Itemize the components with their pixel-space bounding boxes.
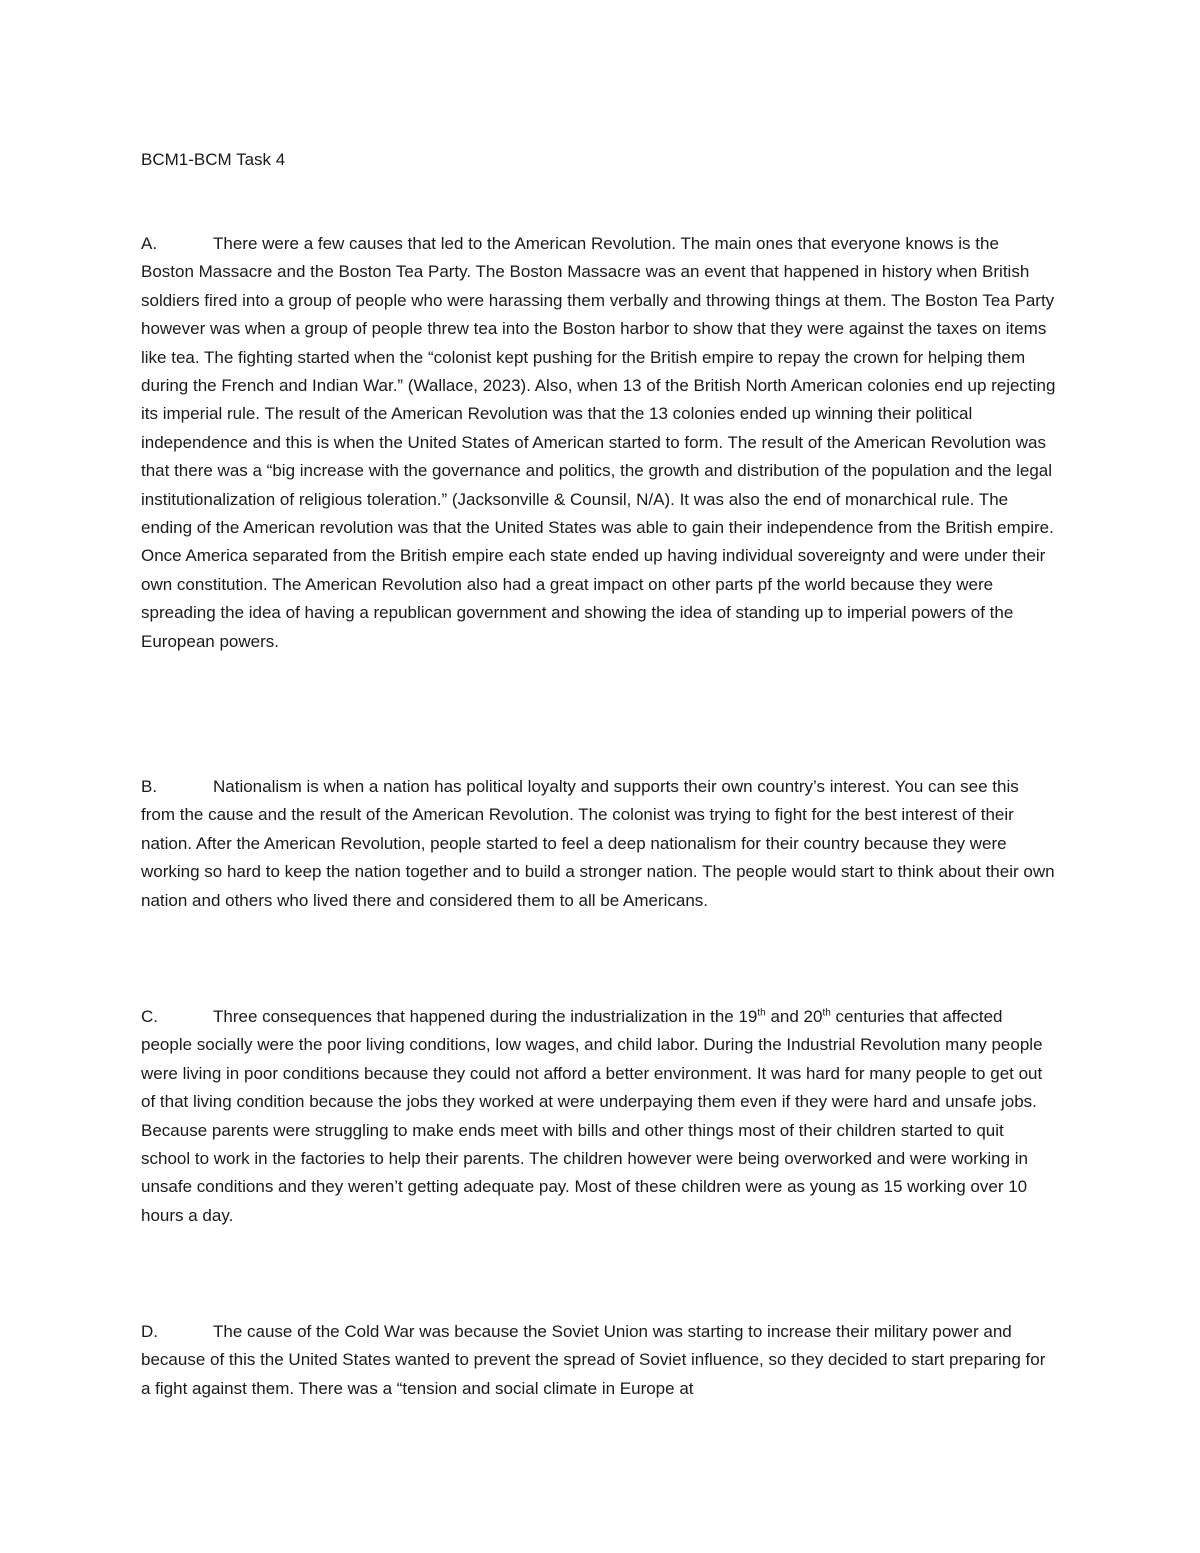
section-d-marker: D. xyxy=(141,1322,158,1341)
section-c-superscript-1: th xyxy=(757,1007,766,1019)
section-c-text-1: Three consequences that happened during the industrialization in the 19 xyxy=(213,1007,758,1026)
section-b xyxy=(141,773,1056,915)
section-c-text-3: centuries that affected people socially were the poor living conditions, low wages, and child labor. During the Industrial Revolution many people were living in poor conditions because they could not afford a better environment. It was hard for many people to get out of that living condition because the jobs they worked at were underpaying them even if they were hard and unsafe jobs. Because parents were struggling to make ends meet with bills and other things most of their children started to quit school to work in the factories to help their parents. The children however were being overworked and were working in unsafe conditions and they weren’t getting adequate pay. Most of these children were as young as 15 working over 10 hours a day. xyxy=(141,1007,1043,1225)
section-c-marker: C. xyxy=(141,1007,158,1026)
document-title: BCM1-BCM Task 4 xyxy=(141,150,286,169)
section-c-paragraph xyxy=(141,1003,1056,1230)
section-c-text-2: and 20 xyxy=(765,1007,823,1026)
section-d-paragraph xyxy=(141,1318,1056,1403)
section-b-marker: B. xyxy=(141,777,158,796)
section-b-paragraph xyxy=(141,773,1056,915)
section-d xyxy=(141,1318,1056,1403)
section-b-text: Nationalism is when a nation has political loyalty and supports their own country’s interest. You can see this from the cause and the result of the American Revolution. The colonist was trying to fight for the best interest of their nation. After the American Revolution, people started to feel a deep nationalism for their country because they were working so hard to keep the nation together and to build a stronger nation. The people would start to think about their own nation and others who lived there and considered them to all be Americans. xyxy=(141,777,1055,910)
section-a xyxy=(141,230,1056,656)
section-c-superscript-2: th xyxy=(822,1007,831,1019)
section-d-text: The cause of the Cold War was because the Soviet Union was starting to increase their military power and because of this the United States wanted to prevent the spread of Soviet influence, so they decided to start preparing for a fight against them. There was a “tension and social climate in Europe at xyxy=(141,1322,1046,1398)
section-a-text: There were a few causes that led to the American Revolution. The main ones that everyone knows is the Boston Massacre and the Boston Tea Party. The Boston Massacre was an event that happened in history when British soldiers fired into a group of people who were harassing them verbally and throwing things at them. The Boston Tea Party however was when a group of people threw tea into the Boston harbor to show that they were against the taxes on items like tea. The fighting started when the “colonist kept pushing for the British empire to repay the crown for helping them during the French and Indian War.” (Wallace, 2023). Also, when 13 of the British North American colonies end up rejecting its imperial rule. The result of the American Revolution was that the 13 colonies ended up winning their political independence and this is when the United States of American started to form. The result of the American Revolution was that there was a “big increase with the governance and politics, the growth and distribution of the population and the legal institutionalization of religious toleration.” (Jacksonville & Counsil, N/A). It was also the end of monarchical rule. The ending of the American revolution was that the United States was able to gain their independence from the British empire. Once America separated from the British empire each state ended up having individual sovereignty and were under their own constitution. The American Revolution also had a great impact on other parts pf the world because they were spreading the idea of having a republican government and showing the idea of standing up to imperial powers of the European powers. xyxy=(141,234,1056,651)
section-a-marker: A. xyxy=(141,234,158,253)
section-a-paragraph xyxy=(141,230,1056,656)
section-c xyxy=(141,1003,1056,1230)
